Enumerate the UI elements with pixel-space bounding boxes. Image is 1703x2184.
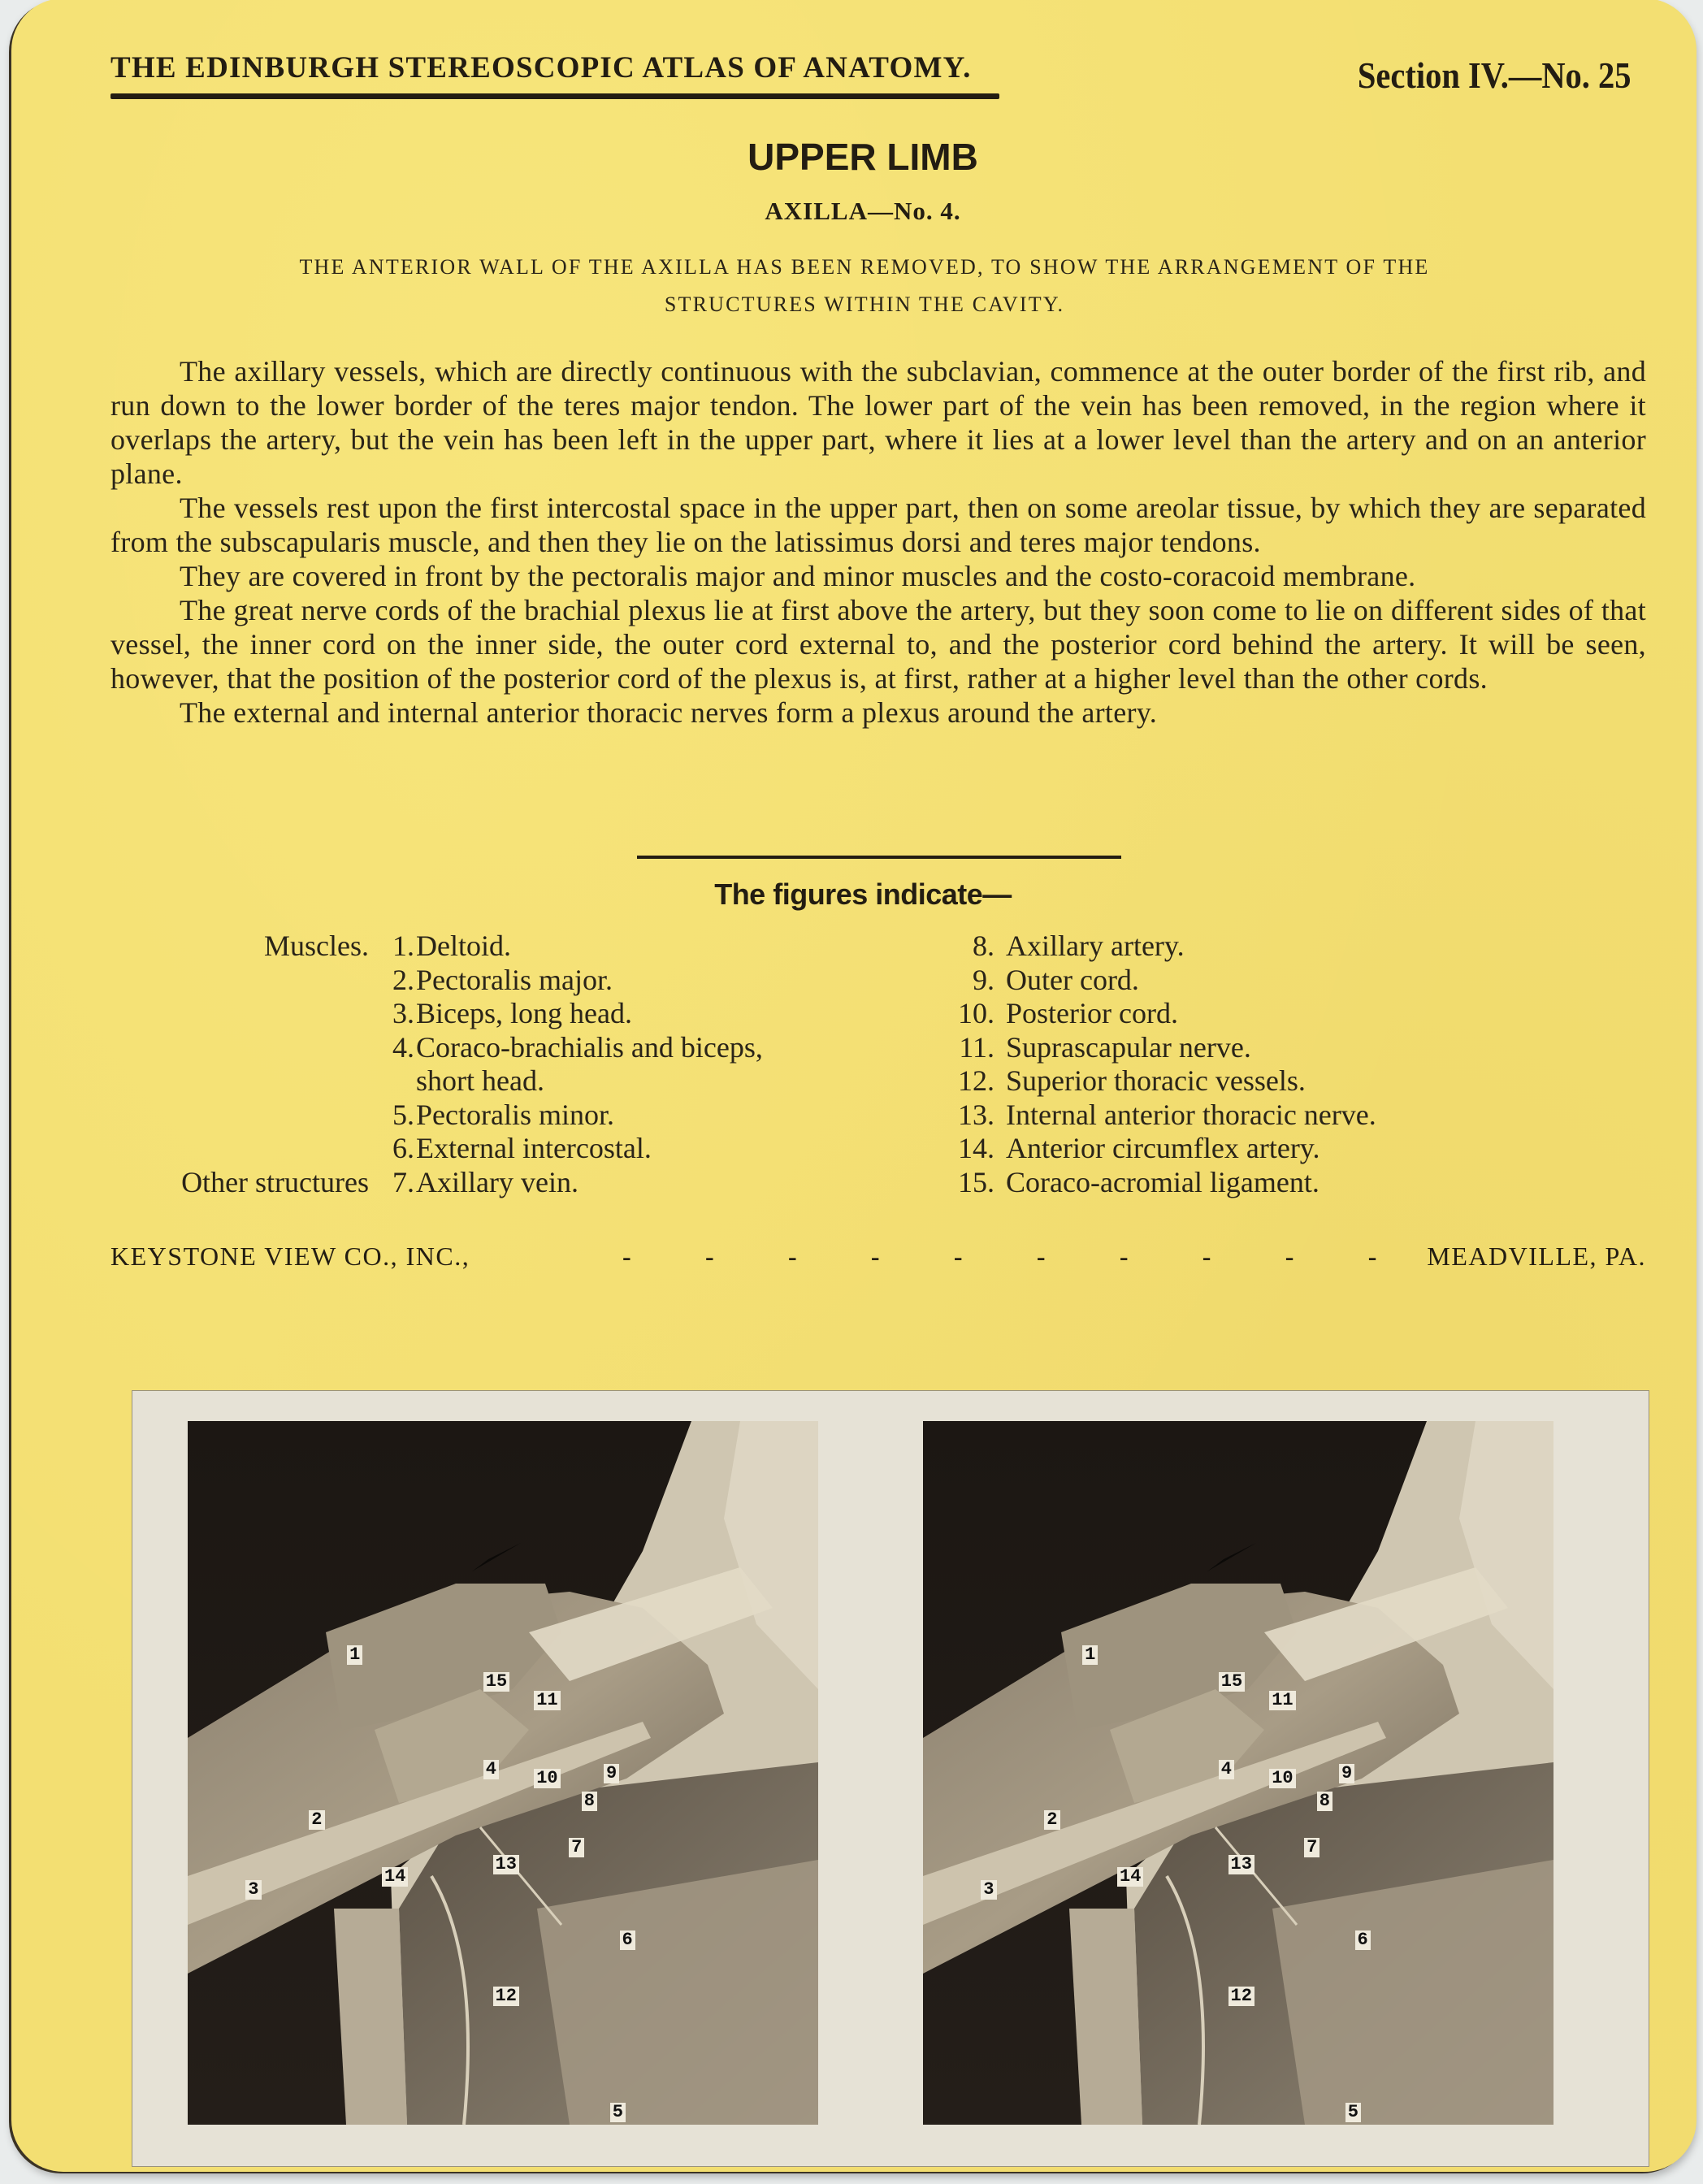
legend-text: Superior thoracic vessels. [1006, 1064, 1306, 1097]
photo-label-10: 10 [534, 1769, 560, 1788]
photo-label-3: 3 [245, 1880, 261, 1900]
divider [637, 856, 1121, 859]
legend-item [930, 1132, 1661, 1166]
legend-item [110, 964, 890, 998]
legend-text: External intercostal. [416, 1132, 652, 1164]
paragraph: They are covered in front by the pectoralis major and minor muscles and the costo-coracoid membrane. [180, 560, 1416, 592]
legend-number: 3. [392, 997, 414, 1029]
stereo-photo-right [923, 1421, 1554, 2125]
stereo-photo-mount [132, 1391, 1649, 2166]
legend-text: Suprascapular nerve. [1006, 1030, 1251, 1064]
header-rule [110, 93, 999, 99]
dissection-photo [188, 1421, 818, 2125]
publisher-name: KEYSTONE VIEW CO., INC., [110, 1242, 470, 1271]
photo-label-2: 2 [309, 1810, 324, 1830]
photo-label-5: 5 [1346, 2103, 1361, 2122]
leader-dash: - [787, 1242, 799, 1271]
leader-dash: - [704, 1242, 716, 1271]
photo-label-6: 6 [1355, 1930, 1371, 1950]
page-title: UPPER LIMB [748, 136, 978, 178]
legend-text: Outer cord. [1006, 963, 1139, 996]
dissection-photo [923, 1421, 1554, 2125]
legend-text: short head. [416, 1064, 544, 1097]
legend-text: Axillary vein. [416, 1165, 578, 1198]
photo-label-13: 13 [493, 1855, 519, 1874]
legend-item [930, 1064, 1661, 1098]
legend-number: 15. [958, 1165, 994, 1198]
leader-dash: - [870, 1242, 882, 1271]
photo-label-2: 2 [1044, 1810, 1060, 1830]
legend-text: Posterior cord. [1006, 997, 1178, 1029]
photo-label-7: 7 [569, 1838, 584, 1857]
description [110, 354, 1646, 730]
section-number: Section IV.—No. 25 [1358, 54, 1632, 96]
legend-item [930, 1166, 1661, 1200]
caption-line: STRUCTURES WITHIN THE CAVITY. [664, 292, 1065, 316]
legend-item [930, 1098, 1661, 1133]
legend-item [930, 997, 1661, 1031]
photo-label-8: 8 [582, 1792, 597, 1811]
legend-right [930, 930, 1661, 1199]
photo-label-6: 6 [620, 1930, 635, 1950]
paragraph: The external and internal anterior thoracic nerves form a plexus around the artery. [180, 696, 1158, 729]
photo-label-4: 4 [483, 1760, 499, 1779]
figures-heading: The figures indicate— [714, 878, 1012, 911]
legend-text: Pectoralis minor. [416, 1098, 614, 1131]
legend-number: 5. [392, 1098, 414, 1131]
photo-label-7: 7 [1304, 1838, 1320, 1857]
legend-number: 7. [392, 1165, 414, 1198]
leader-dash: - [953, 1242, 964, 1271]
legend-text: Axillary artery. [1006, 930, 1185, 962]
caption-line: THE ANTERIOR WALL OF THE AXILLA HAS BEEN REMOVED, TO SHOW THE ARRANGEMENT OF THE [299, 255, 1430, 279]
legend-number: 11. [959, 1030, 994, 1064]
legend-text: Deltoid. [416, 930, 511, 962]
leader-dash: - [622, 1242, 633, 1271]
legend-left [110, 930, 890, 1199]
dot-leader [622, 1242, 1378, 1272]
legend-item [110, 1031, 890, 1065]
caption [133, 249, 1596, 323]
legend-number: 12. [958, 1064, 994, 1097]
legend-item [110, 1132, 890, 1166]
page-subtitle: AXILLA—No. 4. [765, 197, 961, 225]
legend-number: 14. [958, 1132, 994, 1164]
photo-label-14: 14 [1117, 1867, 1143, 1887]
legend-item [930, 930, 1661, 964]
legend-number: 1. [392, 930, 414, 962]
legend-item [930, 1031, 1661, 1065]
legend-number: 8. [973, 930, 994, 962]
photo-label-3: 3 [981, 1880, 996, 1900]
photo-label-14: 14 [382, 1867, 408, 1887]
legend-text: Coraco-acromial ligament. [1006, 1165, 1320, 1198]
paragraph: The great nerve cords of the brachial plexus lie at first above the artery, but they soon come to lie on different sides of that vessel, the inner cord on the inner side, the outer cord external to, and the posterior cord behind the artery. It will be seen, however, that the position of the posterior cord of the plexus is, at first, rather at a higher level than the other cords. [110, 594, 1646, 695]
leader-dash: - [1036, 1242, 1046, 1271]
group-label-muscles: Muscles. [264, 930, 369, 962]
photo-label-15: 15 [483, 1672, 509, 1692]
legend-number: 4. [392, 1030, 414, 1064]
legend-number: 2. [392, 963, 414, 996]
photo-label-10: 10 [1269, 1769, 1295, 1788]
atlas-title: THE EDINBURGH STEREOSCOPIC ATLAS OF ANATOMY. [110, 51, 972, 84]
paragraph: The axillary vessels, which are directly continuous with the subclavian, commence at the outer border of the first rib, and run down to the lower border of the teres major tendon. The lower part of the vein has been removed, in the region where it overlaps the artery, but the vein has been left in the upper part, where it lies at a lower level than the artery and on an anterior plane. [110, 355, 1646, 490]
photo-label-9: 9 [1339, 1764, 1354, 1783]
stereo-photo-left [188, 1421, 818, 2125]
group-label-other: Other structures [181, 1165, 369, 1198]
photo-label-1: 1 [1082, 1645, 1098, 1665]
legend-text: Pectoralis major. [416, 963, 613, 996]
leader-dash: - [1119, 1242, 1129, 1271]
leader-dash: - [1285, 1242, 1295, 1271]
photo-label-13: 13 [1228, 1855, 1254, 1874]
legend-text: Coraco-brachialis and biceps, [416, 1030, 763, 1064]
photo-label-5: 5 [610, 2103, 626, 2122]
legend-text: Biceps, long head. [416, 997, 632, 1029]
photo-label-1: 1 [347, 1645, 362, 1665]
photo-label-12: 12 [1228, 1987, 1254, 2006]
legend-number: 6. [392, 1132, 414, 1164]
legend-item [930, 964, 1661, 998]
photo-label-11: 11 [1269, 1691, 1295, 1710]
legend-number: 9. [973, 963, 994, 996]
photo-label-9: 9 [604, 1764, 619, 1783]
photo-label-12: 12 [493, 1987, 519, 2006]
legend-item [110, 930, 890, 964]
photo-label-4: 4 [1219, 1760, 1234, 1779]
paragraph: The vessels rest upon the first intercostal space in the upper part, then on some areolar tissue, by which they are separated from the subscapularis muscle, and then they lie on the latissimus dorsi and teres major tendons. [110, 492, 1646, 558]
legend-text: Anterior circumflex artery. [1006, 1132, 1320, 1164]
photo-label-15: 15 [1219, 1672, 1245, 1692]
legend-item [110, 1098, 890, 1133]
publisher-city: MEADVILLE, PA. [1427, 1242, 1646, 1271]
leader-dash: - [1367, 1242, 1378, 1271]
photo-label-11: 11 [534, 1691, 560, 1710]
legend-item [110, 1166, 890, 1200]
legend-item-continuation [110, 1064, 890, 1098]
legend-text: Internal anterior thoracic nerve. [1006, 1098, 1376, 1131]
leader-dash: - [1202, 1242, 1212, 1271]
legend-number: 13. [958, 1098, 994, 1131]
photo-label-8: 8 [1317, 1792, 1332, 1811]
legend-item [110, 997, 890, 1031]
legend-number: 10. [958, 997, 994, 1029]
publisher-line [110, 1242, 1646, 1282]
